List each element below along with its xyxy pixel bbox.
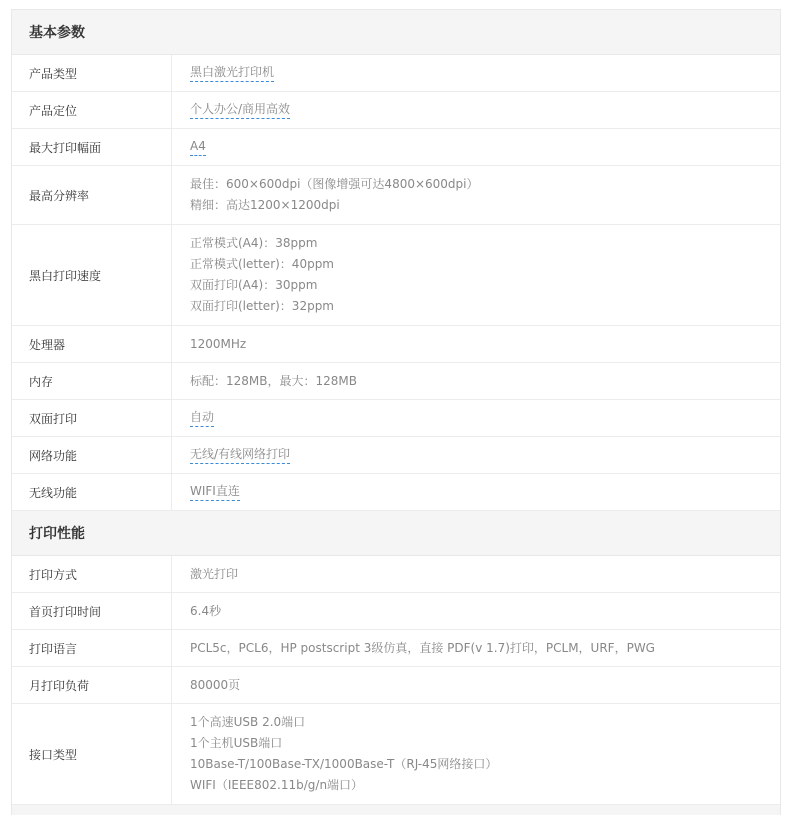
spec-value bbox=[172, 363, 780, 399]
spec-label: 无线功能 bbox=[12, 474, 172, 510]
spec-label: 最高分辨率 bbox=[12, 166, 172, 224]
spec-value-line: 80000页 bbox=[190, 677, 241, 692]
section-header bbox=[12, 10, 780, 55]
spec-value bbox=[172, 630, 780, 666]
spec-value bbox=[172, 400, 780, 436]
spec-row bbox=[12, 474, 780, 511]
spec-label: 内存 bbox=[12, 363, 172, 399]
spec-value-line: 1个高速USB 2.0端口 bbox=[190, 715, 306, 729]
spec-label: 月打印负荷 bbox=[12, 667, 172, 703]
spec-table bbox=[11, 9, 781, 815]
spec-label: 打印语言 bbox=[12, 630, 172, 666]
spec-row bbox=[12, 225, 780, 326]
spec-value-line: 双面打印(letter)：32ppm bbox=[190, 299, 335, 313]
spec-label: 产品类型 bbox=[12, 55, 172, 91]
section-title: 基本参数 bbox=[29, 25, 85, 41]
section-header bbox=[12, 511, 780, 556]
spec-value-line: 正常模式(letter)：40ppm bbox=[190, 257, 335, 271]
spec-row bbox=[12, 437, 780, 474]
spec-value-line: 1个主机USB端口 bbox=[190, 736, 283, 750]
spec-row bbox=[12, 667, 780, 704]
spec-value bbox=[172, 704, 780, 804]
spec-row bbox=[12, 326, 780, 363]
spec-value-link[interactable]: 自动 bbox=[190, 409, 214, 427]
spec-label: 打印方式 bbox=[12, 556, 172, 592]
spec-value-line: 标配：128MB，最大：128MB bbox=[190, 373, 357, 388]
spec-label: 首页打印时间 bbox=[12, 593, 172, 629]
spec-row bbox=[12, 593, 780, 630]
spec-value-line: 正常模式(A4)：38ppm bbox=[190, 236, 318, 250]
spec-label: 接口类型 bbox=[12, 704, 172, 804]
section-footer bbox=[12, 805, 780, 815]
spec-value-link[interactable]: 无线/有线网络打印 bbox=[190, 446, 290, 464]
spec-value bbox=[172, 129, 780, 165]
spec-value bbox=[172, 326, 780, 362]
section-title: 打印性能 bbox=[29, 526, 85, 542]
spec-row bbox=[12, 704, 780, 805]
spec-label: 产品定位 bbox=[12, 92, 172, 128]
spec-label: 最大打印幅面 bbox=[12, 129, 172, 165]
spec-value-line: 双面打印(A4)：30ppm bbox=[190, 278, 318, 292]
spec-label: 网络功能 bbox=[12, 437, 172, 473]
spec-value bbox=[172, 556, 780, 592]
spec-value-line: 最佳：600×600dpi（图像增强可达4800×600dpi） bbox=[190, 177, 479, 191]
spec-value-line: WIFI（IEEE802.11b/g/n端口） bbox=[190, 778, 364, 792]
spec-value bbox=[172, 225, 780, 325]
spec-value bbox=[172, 667, 780, 703]
spec-row bbox=[12, 556, 780, 593]
spec-value bbox=[172, 474, 780, 510]
spec-value-line: 6.4秒 bbox=[190, 603, 222, 618]
spec-value bbox=[172, 593, 780, 629]
spec-row bbox=[12, 129, 780, 166]
spec-value bbox=[172, 92, 780, 128]
spec-label: 双面打印 bbox=[12, 400, 172, 436]
spec-row bbox=[12, 55, 780, 92]
spec-value bbox=[172, 55, 780, 91]
spec-value-link[interactable]: 个人办公/商用高效 bbox=[190, 101, 290, 119]
spec-label: 处理器 bbox=[12, 326, 172, 362]
spec-value bbox=[172, 166, 780, 224]
spec-row bbox=[12, 630, 780, 667]
spec-value-line: 精细：高达1200×1200dpi bbox=[190, 198, 340, 212]
spec-value-link[interactable]: 黑白激光打印机 bbox=[190, 64, 274, 82]
spec-label: 黑白打印速度 bbox=[12, 225, 172, 325]
spec-value-line: 1200MHz bbox=[190, 336, 247, 351]
spec-value-line: 激光打印 bbox=[190, 566, 239, 581]
spec-value-link[interactable]: WIFI直连 bbox=[190, 483, 240, 501]
spec-value-link[interactable]: A4 bbox=[190, 138, 206, 156]
spec-row bbox=[12, 92, 780, 129]
spec-row bbox=[12, 363, 780, 400]
spec-row bbox=[12, 400, 780, 437]
spec-value-line: 10Base-T/100Base-TX/1000Base-T（RJ-45网络接口） bbox=[190, 757, 498, 771]
spec-value-line: PCL5c，PCL6，HP postscript 3级仿真，直接 PDF(v 1.7)打印，PCLM，URF，PWG bbox=[190, 640, 655, 655]
spec-value bbox=[172, 437, 780, 473]
spec-row bbox=[12, 166, 780, 225]
